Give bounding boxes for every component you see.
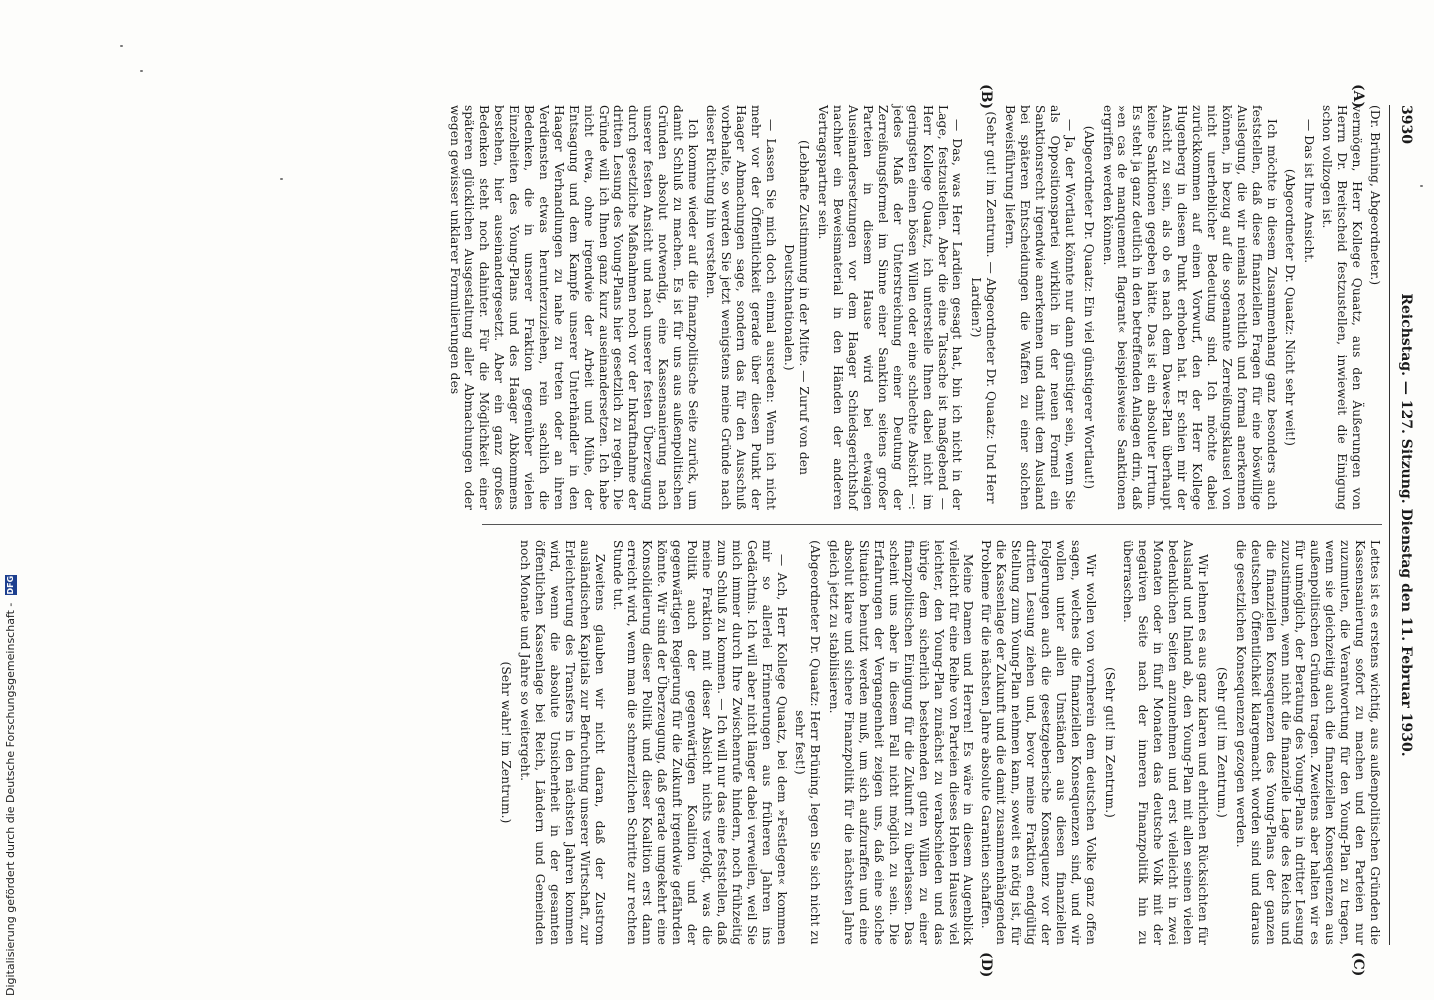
speaker-line: (Dr. Brüning, Abgeordneter.) bbox=[1368, 105, 1382, 286]
interjection: (Sehr wahr! im Zentrum.) bbox=[499, 661, 514, 824]
margin-marker-d: (D) bbox=[978, 952, 994, 978]
margin-marker-a: (A) bbox=[1350, 84, 1366, 109]
margin-marker-c: (C) bbox=[1350, 952, 1366, 977]
interjection: (Lebhafte Zustimmung in der Mitte. — Zuruf von den Deutschnationalen.) bbox=[782, 139, 812, 476]
paragraph: — Lassen Sie mich doch einmal ausreden: Wenn ich nicht mehr vor der Öffentlichkeit gerade über diesen Punkt der Haager Abmachungen sage, sondern das für den Ausschuß vorbehalte, so werden Sie jetzt wenigstens meine Gründe nach dieser Richtung hin verstehen. bbox=[703, 105, 778, 510]
paragraph: — Ja, der Wortlaut könnte nur dann günstiger sein, wenn Sie als Oppositionspartei wirklich in der neuen Formel ein Sanktionsrecht irgendwie anerkennen und damit dem Ausland bei späteren Entscheidungen die Waffen zu einer solchen Beweisführung liefern. bbox=[1003, 105, 1077, 510]
dfg-logo: DFG bbox=[6, 575, 15, 595]
paragraph: Meine Damen und Herren! Es wäre in diesem Augenblick vielleicht für eine Reihe von Parteien dieses Hohen Hauses viel leichter, den Young-Plan zunächst zu verabschieden und das übrige dem sicherlich bestehenden guten Willen zu einer finanzpolitischen Einigung für die Zukunft zu überlassen. Das scheint uns aber in diesem Fall nicht möglich zu sein. Die Erfahrungen der Vergangenheit zeigen uns, daß eine solche Situation benutzt werden muß, um sich aufzuraffen und eine absolut klare und sichere Finanzpolitik für die nächsten Jahre gleich jetzt zu stabilisieren. bbox=[827, 540, 976, 945]
header-rule bbox=[1389, 105, 1390, 945]
column-divider bbox=[482, 524, 1382, 525]
paragraph: — Ach, Herr Kollege Quaatz, bei dem »Festlegen« kommen mir so allerlei Erinnerungen aus früheren Jahren ins Gedächtnis. Ich will aber nicht länger dabei verweilen, weil Sie mich immer durch Ihre Zwischenrufe hindern, noch frühzeitig zum Schluß zu kommen. — Ich will nur das eine feststellen, daß meine Fraktion mit dieser Absicht nichts verfolgt, was die Politik auch der gegenwärtigen Koalition und der gegenwärtigen Regierung für die Zukunft irgendwie gefährden könnte. Wir sind der Überzeugung, daß gerade umgekehrt eine Konsolidierung dieser Politik und dieser Koalition erst dann erreicht wird, wenn man die schmerzlichen Schritte zur rechten Stunde tut. bbox=[610, 540, 789, 945]
paragraph: Ich komme wieder auf die finanzpolitische Seite zurück, um damit Schluß zu machen. Es ist für uns aus außenpolitischen Gründen absolut notwendig, eine Kassensanierung nach unserer festen Ansicht und nach unserer festen Überzeugung durch gesetzliche Maßnahmen noch vor der Inkraftnahme der dritten Lesung des Young-Plans hier gesetzlich zu regeln. Die Gründe will ich Ihnen ganz kurz auseinandersetzen. Ich habe nicht etwa, ohne irgendwie der Arbeit und Mühe, der Entsagung und dem Kampfe unserer Unterhändler in den Haager Verhandlungen zu nahe zu treten oder an ihren Verdiensten etwas herunterzuziehen, rein sachlich die Bedenken, die in unserer Fraktion gegenüber vielen Einzelheiten des Young-Plans und des Haager Abkommens bestehen, hier auseinandergesetzt. Aber ein ganz großes Bedenken steht noch dahinter. Für die Möglichkeit einer späteren glücklichen Ausgestaltung aller Abmachungen oder wegen gewisser unklarer Formulierungen des bbox=[447, 105, 701, 510]
margin-marker-b: (B) bbox=[978, 84, 994, 110]
page-title: Reichstag. — 127. Sitzung. Dienstag den 11. Februar 1930. bbox=[1398, 293, 1414, 757]
scan-speck bbox=[120, 45, 123, 47]
interjection: (Sehr gut! im Zentrum. — Abgeordneter Dr. Quaatz: Und Herr Lardien?) bbox=[969, 111, 999, 504]
scan-speck bbox=[1420, 185, 1423, 187]
right-column bbox=[494, 540, 1382, 945]
interjection: (Sehr gut! im Zentrum.) bbox=[1102, 666, 1117, 819]
page-number: 3930 bbox=[1398, 105, 1414, 144]
interjection: (Abgeordneter Dr. Quaatz: Herr Brüning, legen Sie sich nicht zu sehr fest!) bbox=[793, 540, 823, 945]
paragraph: Ich möchte in diesem Zusammenhang ganz besonders auch feststellen, daß diese finanziellen Fragen für eine böswillige Auslegung, die wir niemals rechtlich und formal anerkennen können, in bezug auf die sogenannte Zerreißungsklausel von nicht unerheblicher Bedeutung sind. Ich möchte dabei zurückkommen auf einen Vorwurf, den der Herr Kollege Hugenberg in diesem Punkt erhoben hat. Er schien mir der Ansicht zu sein, als ob es nach dem Dawes-Plan überhaupt keine Sanktionen gegeben hätte. Das ist ein absoluter Irrtum. Es steht ja ganz deutlich in den betreffenden Anlagen drin, daß »en cas de manquement flagrant« beispielsweise Sanktionen ergriffen werden können. bbox=[1100, 105, 1279, 510]
page-header bbox=[1392, 105, 1416, 945]
scan-speck bbox=[140, 70, 143, 72]
scan-speck bbox=[280, 178, 283, 180]
paragraph: Lettes ist es erstens wichtig, aus außenpolitischen Gründen die Kassensanierung sofort zu machen und den Parteien nur zuzumuten, die Verantwortung für den Young-Plan zu tragen, wenn sie gleichzeitig auch die finanziellen Konsequenzen aus außenpolitischen Gründen tragen. Zweitens aber halten wir es für unmöglich, der Beratung des Young-Plans in dritter Lesung zuzustimmen, wenn nicht die finanzielle Lage des Reichs und die finanziellen Konsequenzen des Young-Plans der ganzen deutschen Öffentlichkeit klargemacht worden sind und daraus die gesetzlichen Konsequenzen gezogen werden. bbox=[1233, 540, 1382, 945]
credit-text: Digitalisierung gefördert durch die Deutsche Forschungsgemeinschaft - bbox=[4, 602, 17, 996]
paragraph: vermögen, Herr Kollege Quaatz, aus den Äußerungen von Herrn Dr. Breitscheid festzustellen, inwieweit die Einigung schon vollzogen ist. bbox=[1320, 105, 1365, 510]
interjection: (Sehr gut! im Zentrum.) bbox=[1214, 666, 1229, 819]
interjection: (Abgeordneter Dr. Quaatz: Ein viel günstigerer Wortlaut!) bbox=[1081, 125, 1096, 490]
paragraph: Zweitens glauben wir nicht daran, daß der Zustrom ausländischen Kapitals zur Befruchtung unserer Wirtschaft, zur Erleichterung des Transfers in den nächsten Jahren kommen wird, wenn die absolute Unsicherheit in der gesamten öffentlichen Kassenlage bei Reich, Ländern und Gemeinden noch Monate und Jahre so weitergeht. bbox=[518, 540, 607, 945]
paragraph: Wir wollen von vornherein dem deutschen Volke ganz offen sagen, welches die finanziellen Konsequenzen sind, und wir wollen unter allen Umständen aus diesen finanziellen Folgerungen auch die gesetzgeberische Konsequenz vor der dritten Lesung ziehen und, bevor meine Fraktion endgültig Stellung zum Young-Plan nehmen kann, soweit es nötig ist, für die Kassenlage der Zukunft und die damit zusammenhängenden Probleme für die nächsten Jahre absolute Garantien schaffen. bbox=[979, 540, 1098, 945]
paragraph: — Das, was Herr Lardien gesagt hat, bin ich nicht in der Lage, festzustellen. Aber die eine Tatsache ist maßgebend — Herr Kollege Quaatz, ich unterstelle Ihnen dabei nicht im geringsten einen bösen Willen oder eine schlechte Absicht —: jedes Maß der Unterstreichung einer Deutung der Zerreißungsformel im Sinne einer Sanktion seitens großer Parteien in diesem Hause wird bei etwaigen Auseinandersetzungen vor dem Haager Schiedsgerichtshof nachher ein Beweismaterial in den Händen der anderen Vertragspartner sein. bbox=[816, 105, 965, 510]
paragraph: — Das ist Ihre Ansicht. bbox=[1302, 119, 1317, 264]
paragraph: Wir lehnen es aus ganz klaren und ehrlichen Rücksichten für Ausland und Inland ab, den Young-Plan mit allen seinen vielen bedenklichen Seiten anzunehmen und erst vielleicht in zwei Monaten oder in fünf Monaten das deutsche Volk mit der negativen Seite nach der inneren Finanzpolitik hin zu überraschen. bbox=[1121, 540, 1211, 945]
interjection: (Abgeordneter Dr. Quaatz: Nicht sehr weit!) bbox=[1283, 168, 1298, 447]
digitization-credit bbox=[4, 556, 20, 996]
left-column bbox=[444, 105, 1382, 510]
